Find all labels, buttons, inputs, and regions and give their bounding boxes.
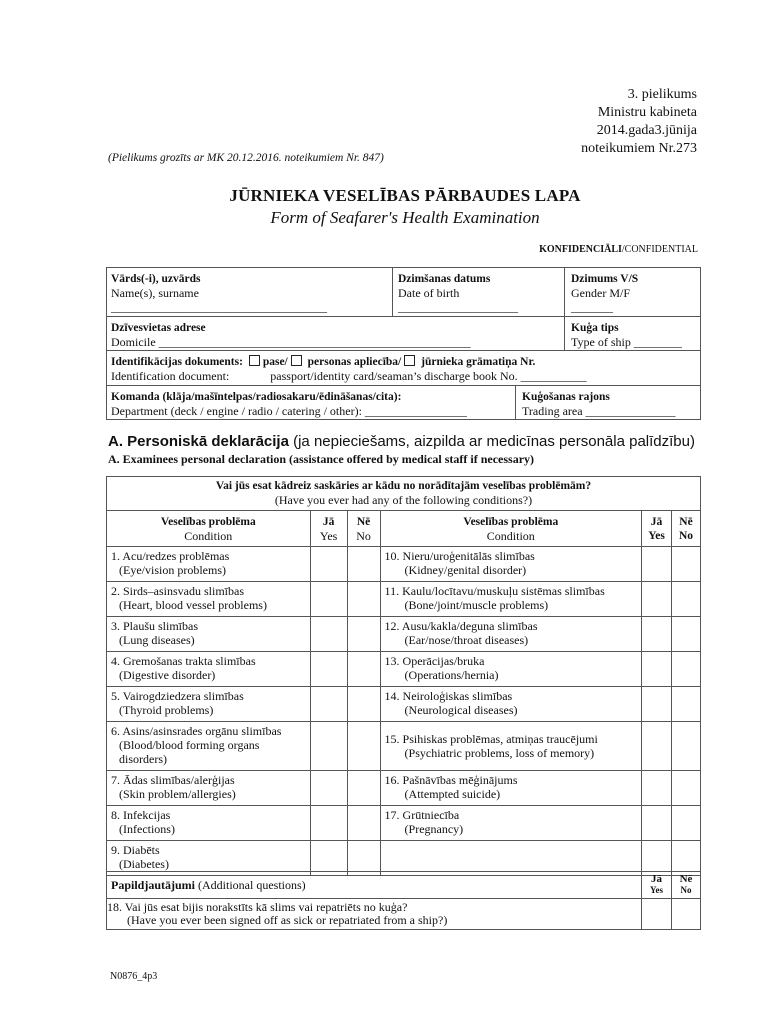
section-a-heading-bold: A. Personiskā deklarācija [108,433,289,450]
dob-label-en: Date of birth [398,286,460,300]
additional-heading-lv: Papildjautājumi [111,877,196,892]
confidential-en: /CONFIDENTIAL [621,244,698,255]
gender-label-lv: Dzimums V/S [571,273,639,285]
additional-heading-en: (Additional questions) [195,877,306,892]
ship-type-field[interactable] [567,319,700,351]
condition-cell: 8. Infekcijas (Infections) [107,806,311,841]
id-label: Identifikācijas dokuments: [111,356,243,368]
yes-answer-cell[interactable] [310,722,347,771]
condition-cell: 13. Operācijas/bruka (Operations/hernia) [380,652,641,687]
section-a-heading [108,433,695,450]
no-answer-cell[interactable] [347,652,380,687]
yes-answer-cell[interactable] [642,771,672,806]
condition-cell: 11. Kaulu/locītavu/muskuļu sistēmas slimības (Bone/joint/muscle problems) [380,582,641,617]
section-a-heading-rest: (ja nepieciešams, aizpilda ar medicīnas personāla palīdzību) [288,433,695,450]
condition-cell: 14. Neiroloģiskas slimības (Neurological diseases) [380,687,641,722]
conditions-table [106,476,701,876]
yes-answer-cell[interactable] [310,771,347,806]
annex-line: 3. pielikums [627,87,697,102]
id-card-checkbox[interactable] [291,355,302,366]
question-18-lv: 18. Vai jūs esat bijis norakstīts kā slims vai repatriēts no kuģa? [107,900,408,914]
id-document-label-en [111,369,696,383]
annex-line: noteikumiem Nr.273 [581,141,697,156]
question-18-en: (Have you ever been signed off as sick or repatriated from a ship?) [127,913,448,927]
gender-line: _______ [571,300,613,314]
document-code: N0876_4p3 [110,971,158,982]
yes-answer-cell[interactable] [642,582,672,617]
condition-cell: 5. Vairogdziedzera slimības (Thyroid problems) [107,687,311,722]
annex-line: 2014.gada3.jūnija [596,123,697,138]
discharge-book-checkbox[interactable] [404,355,415,366]
table-row [107,687,701,722]
passport-label: pase/ [262,356,288,368]
table-row [107,547,701,582]
yes-answer-cell[interactable] [642,687,672,722]
table-row [107,806,701,841]
yes-answer-cell[interactable] [310,582,347,617]
no-answer-cell[interactable] [671,722,700,771]
no-answer-cell[interactable] [672,899,701,930]
department-label-lv: Komanda (klāja/mašīntelpas/radiosakaru/ēdināšanas/cita): [111,391,402,403]
no-answer-cell[interactable] [671,771,700,806]
name-line: ____________________________________ [111,300,327,314]
column-header-no: Nē No [347,511,380,547]
no-answer-cell[interactable] [347,722,380,771]
question-en: (Have you ever had any of the following conditions?) [274,493,533,507]
condition-cell: 16. Pašnāvības mēģinājums (Attempted suicide) [380,771,641,806]
condition-cell: 1. Acu/redzes problēmas (Eye/vision problems) [107,547,311,582]
domicile-field[interactable] [107,319,564,351]
yes-answer-cell[interactable] [310,652,347,687]
dob-field[interactable] [394,270,564,316]
name-label-en: Name(s), surname [111,286,199,300]
dob-label-lv: Dzimšanas datums [398,273,491,285]
question-lv: Vai jūs esat kādreiz saskāries ar kādu no norādītajām veselības problēmām? [215,480,592,492]
table-row [107,771,701,806]
yes-answer-cell[interactable] [310,687,347,722]
passport-checkbox[interactable] [249,355,260,366]
annex-reference [581,86,697,158]
trading-area-field[interactable] [518,388,700,420]
yes-answer-cell[interactable] [642,899,672,930]
personal-info-block [106,267,701,420]
gender-field[interactable] [567,270,700,316]
table-row [107,722,701,771]
conditions-question [107,477,701,511]
column-header-condition: Veselības problēma Condition [380,511,641,547]
table-row [107,617,701,652]
additional-no-header: Nē No [672,872,701,899]
no-answer-cell[interactable] [671,687,700,722]
section-a-heading-en: A. Examinees personal declaration (assistance offered by medical staff if necessary) [108,452,535,466]
condition-cell: 12. Ausu/kakla/deguna slimības (Ear/nose/throat diseases) [380,617,641,652]
domicile-label-lv: Dzīvesvietas adrese [111,322,206,334]
no-answer-cell[interactable] [347,771,380,806]
amended-note: (Pielikums grozīts ar MK 20.12.2016. noteikumiem Nr. 847) [108,152,384,164]
page-title: JŪRNIEKA VESELĪBAS PĀRBAUDES LAPA [229,186,581,205]
condition-cell: 10. Nieru/uroģenitālās slimības (Kidney/genital disorder) [380,547,641,582]
condition-cell: 6. Asins/asinsrades orgānu slimības (Blood/blood forming organs disorders) [107,722,311,771]
no-answer-cell[interactable] [671,582,700,617]
column-header-yes: Jā Yes [642,511,672,547]
ship-type-label-en: Type of ship ________ [571,335,682,349]
yes-answer-cell[interactable] [642,617,672,652]
additional-heading [107,872,642,899]
yes-answer-cell[interactable] [310,806,347,841]
condition-cell: 4. Gremošanas trakta slimības (Digestive disorder) [107,652,311,687]
yes-answer-cell[interactable] [642,547,672,582]
ship-type-label-lv: Kuģa tips [571,322,619,334]
additional-questions-table [106,871,701,930]
column-header-yes: Jā Yes [310,511,347,547]
no-answer-cell[interactable] [347,582,380,617]
annex-line: Ministru kabineta [597,105,697,120]
no-answer-cell[interactable] [671,806,700,841]
no-answer-cell[interactable] [671,652,700,687]
condition-cell: 2. Sirds–asinsvadu slimības (Heart, blood vessel problems) [107,582,311,617]
dob-line: ____________________ [398,300,518,314]
condition-cell: 17. Grūtniecība (Pregnancy) [380,806,641,841]
yes-answer-cell[interactable] [642,652,672,687]
confidential-label [539,244,698,255]
discharge-book-label: jūrnieka grāmatiņa Nr. [421,356,536,368]
no-answer-cell[interactable] [671,547,700,582]
no-answer-cell[interactable] [347,617,380,652]
department-label-en: Department (deck / engine / radio / catering / other): _________________ [111,404,467,418]
column-header-condition: Veselības problēma Condition [107,511,311,547]
id-label-en: Identification document: [111,369,230,383]
condition-cell: 15. Psihiskas problēmas, atmiņas traucējumi (Psychiatric problems, loss of memory) [380,722,641,771]
yes-answer-cell[interactable] [310,547,347,582]
table-row [107,652,701,687]
yes-answer-cell[interactable] [310,617,347,652]
id-document-field [107,353,700,385]
trading-area-label-en: Trading area _______________ [522,404,676,418]
name-field[interactable] [107,270,392,316]
domicile-label-en: Domicile ____________________________________________________ [111,335,471,349]
no-answer-cell[interactable] [347,687,380,722]
name-label-lv: Vārds(-i), uzvārds [111,273,201,285]
condition-cell: 9. Diabēts (Diabetes) [107,841,311,876]
id-document-label-lv [111,355,696,369]
question-18-cell [107,899,642,930]
table-header-row [107,511,701,547]
column-header-no: Nē No [671,511,700,547]
page-subtitle: Form of Seafarer's Health Examination [270,208,540,227]
no-answer-cell[interactable] [347,806,380,841]
gender-label-en: Gender M/F [571,286,630,300]
id-options-en: passport/identity card/seaman’s discharge book No. ___________ [270,369,587,383]
table-row [107,582,701,617]
no-answer-cell[interactable] [347,547,380,582]
id-card-label: personas apliecība/ [307,356,402,368]
no-answer-cell[interactable] [671,617,700,652]
table-row [107,899,701,930]
department-field[interactable] [107,388,515,420]
yes-answer-cell[interactable] [642,806,672,841]
condition-cell: 3. Plaušu slimības (Lung diseases) [107,617,311,652]
condition-cell: 7. Ādas slimības/alerģijas (Skin problem/allergies) [107,771,311,806]
yes-answer-cell[interactable] [642,722,672,771]
trading-area-label-lv: Kuģošanas rajons [522,391,610,403]
additional-yes-header: Jā Yes [642,872,672,899]
confidential-lv: KONFIDENCIĀLI [539,244,622,255]
